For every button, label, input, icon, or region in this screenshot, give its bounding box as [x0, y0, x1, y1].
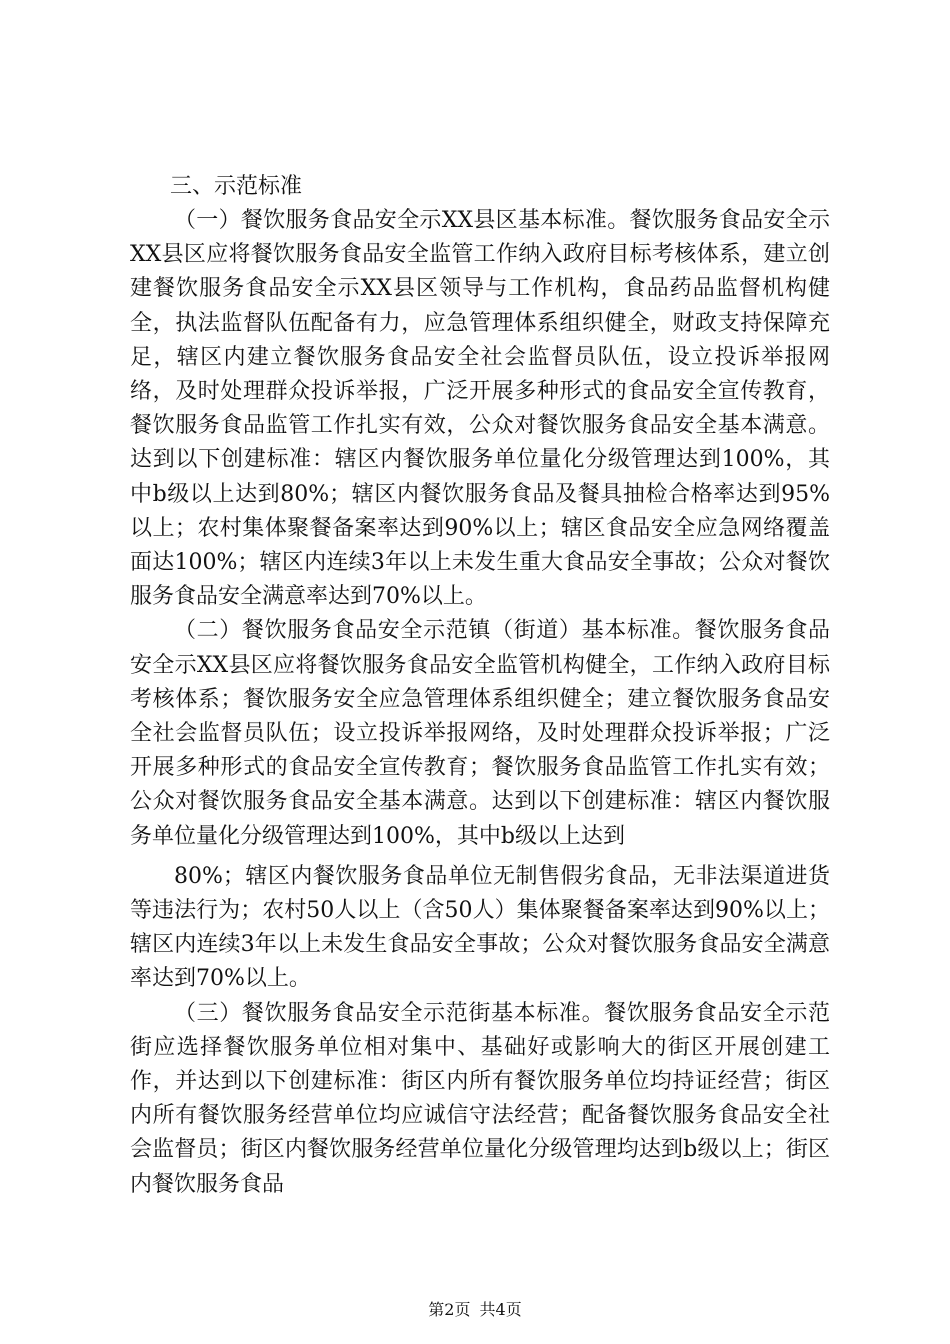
paragraph-county-standard: （一）餐饮服务食品安全示XX县区基本标准。餐饮服务食品安全示XX县区应将餐饮服务食品安全监管工作纳入政府目标考核体系，建立创建餐饮服务食品安全示XX县区领导与工作机构，食品药品监督机构健全，执法监督队伍配备有力，应急管理体系组织健全，财政支持保障充足，辖区内建立餐饮服务食品安全社会监督员队伍，设立投诉举报网络，及时处理群众投诉举报，广泛开展多种形式的食品安全宣传教育，餐饮服务食品监管工作扎实有效，公众对餐饮服务食品安全基本满意。达到以下创建标准：辖区内餐饮服务单位量化分级管理达到100%，其中b级以上达到80%；辖区内餐饮服务食品及餐具抽检合格率达到95%以上；农村集体聚餐备案率达到90%以上；辖区食品安全应急网络覆盖面达100%；辖区内连续3年以上未发生重大食品安全事故；公众对餐饮服务食品安全满意率达到70%以上。	[130, 208, 830, 610]
document-body	[130, 170, 830, 1202]
paragraph-street-standard: （三）餐饮服务食品安全示范街基本标准。餐饮服务食品安全示范街应选择餐饮服务单位相对集中、基础好或影响大的街区开展创建工作，并达到以下创建标准：街区内所有餐饮服务单位均持证经营；街区内所有餐饮服务经营单位均应诚信守法经营；配备餐饮服务食品安全社会监督员；街区内餐饮服务经营单位量化分级管理均达到b级以上；街区内餐饮服务食品	[130, 1000, 830, 1197]
page-number: 第2页	[428, 1300, 471, 1319]
section-heading: 三、示范标准	[170, 174, 303, 199]
paragraph-town-standard-continued: 80%；辖区内餐饮服务食品单位无制售假劣食品，无非法渠道进货等违法行为；农村50人以上（含50人）集体聚餐备案率达到90%以上；辖区内连续3年以上未发生食品安全事故；公众对餐饮服务食品安全满意率达到70%以上。	[130, 863, 830, 992]
page-footer	[0, 1300, 950, 1320]
page-total: 共4页	[479, 1300, 522, 1319]
paragraph-town-standard: （二）餐饮服务食品安全示范镇（街道）基本标准。餐饮服务食品安全示XX县区应将餐饮服务食品安全监管机构健全，工作纳入政府目标考核体系；餐饮服务安全应急管理体系组织健全；建立餐饮服务食品安全社会监督员队伍；设立投诉举报网络，及时处理群众投诉举报；广泛开展多种形式的食品安全宣传教育；餐饮服务食品监管工作扎实有效；公众对餐饮服务食品安全基本满意。达到以下创建标准：辖区内餐饮服务单位量化分级管理达到100%，其中b级以上达到	[130, 618, 830, 849]
